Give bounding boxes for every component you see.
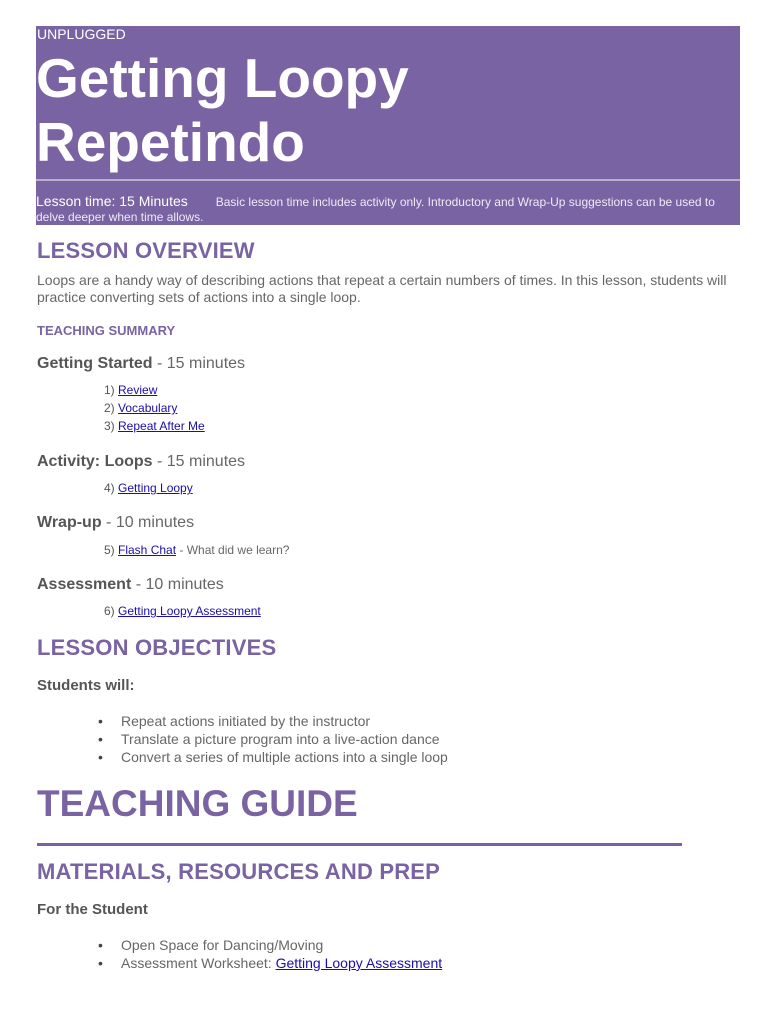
- unplugged-label: UNPLUGGED: [37, 26, 126, 42]
- teaching-guide-divider: [37, 843, 682, 846]
- lesson-title-line1: Getting Loopy: [36, 47, 409, 109]
- list-item: • Open Space for Dancing/Moving: [98, 936, 442, 954]
- teaching-summary-heading: TEACHING SUMMARY: [37, 323, 176, 338]
- summary-item-getting-loopy: [104, 481, 193, 495]
- item-number: 1): [104, 383, 119, 397]
- assessment-worksheet-link[interactable]: Getting Loopy Assessment: [275, 955, 443, 971]
- objectives-list: [98, 712, 448, 766]
- item-number: 6): [104, 604, 119, 618]
- lesson-title: [36, 46, 409, 174]
- section-title: Wrap-up: [37, 514, 102, 531]
- flash-chat-link[interactable]: Flash Chat: [118, 543, 177, 557]
- summary-item-repeat-after-me: [104, 419, 205, 433]
- lesson-objectives-heading: LESSON OBJECTIVES: [37, 635, 277, 660]
- worksheet-label: Assessment Worksheet:: [121, 955, 276, 971]
- summary-item-flash-chat: [104, 543, 289, 557]
- list-item: • Convert a series of multiple actions into a single loop: [98, 748, 448, 766]
- section-duration: - 15 minutes: [152, 453, 246, 470]
- summary-item-assessment: [104, 604, 261, 618]
- getting-loopy-link[interactable]: Getting Loopy: [118, 481, 193, 495]
- section-title: Assessment: [37, 576, 132, 593]
- item-number: 5): [104, 543, 119, 557]
- section-duration: - 10 minutes: [101, 514, 195, 531]
- getting-loopy-assessment-link[interactable]: Getting Loopy Assessment: [118, 604, 261, 618]
- lesson-meta: [36, 194, 738, 225]
- section-activity-loops: [37, 453, 245, 471]
- item-number: 4): [104, 481, 119, 495]
- summary-item-vocabulary: [104, 401, 177, 415]
- section-getting-started: [37, 355, 245, 373]
- list-item: [98, 954, 442, 972]
- section-title: Activity: Loops: [37, 453, 153, 470]
- students-will-label: Students will:: [37, 677, 135, 694]
- section-duration: - 10 minutes: [131, 576, 224, 593]
- list-item: • Repeat actions initiated by the instructor: [98, 712, 448, 730]
- section-title: Getting Started: [37, 355, 153, 372]
- section-assessment: [37, 576, 224, 594]
- for-the-student-label: For the Student: [37, 901, 148, 918]
- review-link[interactable]: Review: [118, 383, 158, 397]
- section-wrap-up: [37, 514, 194, 532]
- materials-list: [98, 936, 442, 972]
- teaching-guide-heading: TEACHING GUIDE: [37, 783, 358, 824]
- repeat-after-me-link[interactable]: Repeat After Me: [118, 419, 205, 433]
- lesson-banner: [36, 26, 740, 225]
- item-description: - What did we learn?: [176, 543, 290, 557]
- lesson-overview-heading: LESSON OVERVIEW: [37, 238, 255, 263]
- banner-divider: [36, 179, 740, 181]
- item-number: 2): [104, 401, 119, 415]
- list-item: • Translate a picture program into a live-action dance: [98, 730, 448, 748]
- summary-item-review: [104, 383, 157, 397]
- section-duration: - 15 minutes: [152, 355, 246, 372]
- lesson-overview-text: Loops are a handy way of describing actions that repeat a certain numbers of times. In this lesson, students will practice converting sets of actions into a single loop.: [37, 272, 727, 305]
- vocabulary-link[interactable]: Vocabulary: [118, 401, 178, 415]
- lesson-time: Lesson time: 15 Minutes: [36, 193, 188, 209]
- item-number: 3): [104, 419, 119, 433]
- lesson-time-note: Basic lesson time includes activity only. Introductory and Wrap-Up suggestions can be used to delve deeper when time allows.: [36, 195, 715, 224]
- lesson-title-line2: Repetindo: [36, 111, 305, 173]
- materials-heading: MATERIALS, RESOURCES AND PREP: [37, 859, 441, 884]
